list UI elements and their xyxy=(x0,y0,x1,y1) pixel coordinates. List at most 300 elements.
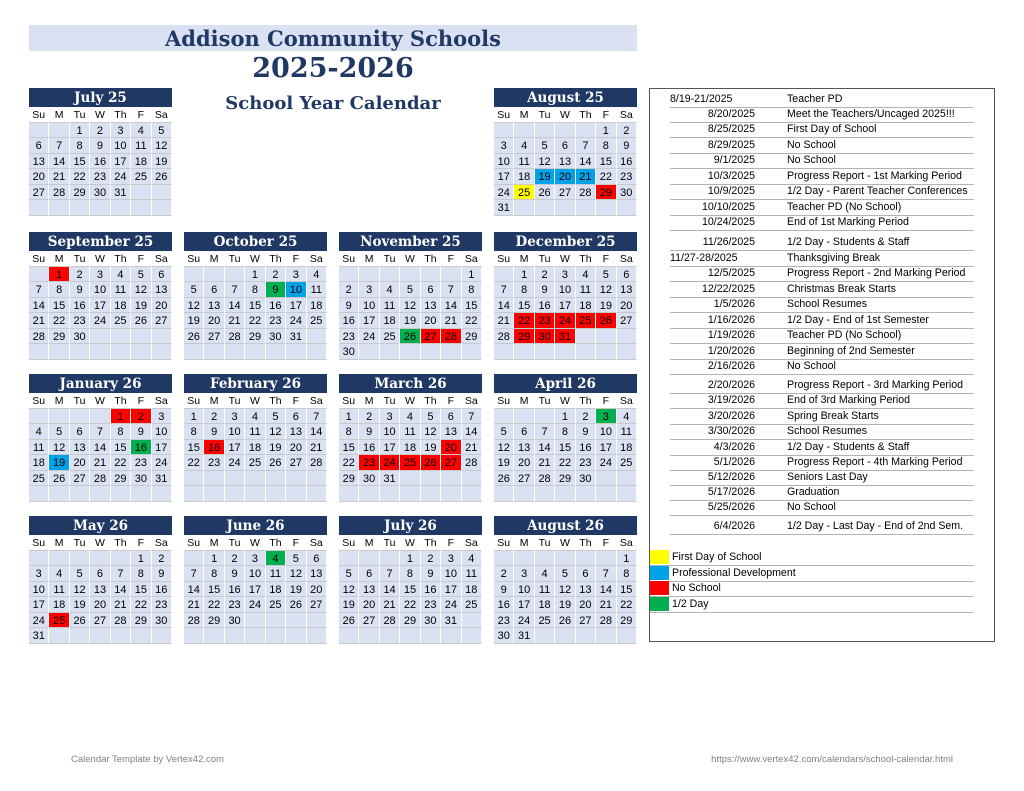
day-cell: 28 xyxy=(307,455,327,471)
legend-label: No School xyxy=(672,582,721,594)
empty-cell xyxy=(514,200,534,216)
day-cell: 27 xyxy=(204,329,224,345)
day-cell: 19 xyxy=(494,455,514,471)
event-description: Teacher PD (No School) xyxy=(787,329,902,341)
legend-item xyxy=(650,581,974,597)
event-description: End of 3rd Marking Period xyxy=(787,394,911,406)
day-cell: 14 xyxy=(441,298,461,314)
month-calendar xyxy=(29,516,172,644)
empty-cell xyxy=(49,409,69,425)
event-description: No School xyxy=(787,360,836,372)
day-cell: 31 xyxy=(111,185,131,201)
event-date: 8/29/2025 xyxy=(707,139,755,151)
day-cell: 4 xyxy=(111,267,131,283)
empty-cell xyxy=(49,551,69,567)
weekday-label: W xyxy=(555,251,575,267)
empty-cell xyxy=(90,551,110,567)
day-cell: 22 xyxy=(400,597,420,613)
day-cell: 19 xyxy=(266,440,286,456)
empty-cell xyxy=(266,344,286,360)
day-cell: 1 xyxy=(555,409,575,425)
empty-cell xyxy=(225,628,245,644)
weekday-label: Su xyxy=(339,393,359,409)
day-cell: 5 xyxy=(535,138,555,154)
empty-cell xyxy=(111,551,131,567)
day-cell: 31 xyxy=(380,471,400,487)
day-cell: 5 xyxy=(555,566,575,582)
event-date: 8/25/2025 xyxy=(707,123,755,135)
month-calendar xyxy=(184,516,327,644)
event-row xyxy=(670,215,974,231)
day-cell: 21 xyxy=(307,440,327,456)
day-cell: 29 xyxy=(49,329,69,345)
empty-cell xyxy=(286,471,306,487)
day-cell: 8 xyxy=(555,424,575,440)
event-description: Christmas Break Starts xyxy=(787,283,896,295)
day-cell: 7 xyxy=(494,282,514,298)
empty-cell xyxy=(204,267,224,283)
weekday-label: Th xyxy=(266,251,286,267)
day-cell: 9 xyxy=(535,282,555,298)
empty-cell xyxy=(555,628,575,644)
day-cell: 10 xyxy=(245,566,265,582)
day-cell: 17 xyxy=(380,440,400,456)
day-cell: 30 xyxy=(225,613,245,629)
empty-cell xyxy=(596,628,616,644)
school-year: 2025-2026 xyxy=(252,53,414,84)
day-cell: 23 xyxy=(204,455,224,471)
empty-cell xyxy=(421,486,441,502)
day-cell: 16 xyxy=(421,582,441,598)
month-title: March 26 xyxy=(339,374,482,393)
empty-cell xyxy=(152,200,172,216)
day-cell: 28 xyxy=(29,329,49,345)
day-cell: 19 xyxy=(286,582,306,598)
weekday-label: Th xyxy=(576,393,596,409)
event-row xyxy=(670,359,974,375)
day-cell: 19 xyxy=(184,313,204,329)
month-title: September 25 xyxy=(29,232,172,251)
event-date: 9/1/2025 xyxy=(713,154,755,166)
event-date: 10/9/2025 xyxy=(707,185,755,197)
day-cell: 5 xyxy=(421,409,441,425)
empty-cell xyxy=(111,486,131,502)
day-cell: 12 xyxy=(421,424,441,440)
empty-cell xyxy=(225,267,245,283)
event-row xyxy=(670,424,974,440)
empty-cell xyxy=(286,344,306,360)
weekday-label: Tu xyxy=(70,535,90,551)
day-cell: 24 xyxy=(555,313,575,329)
day-cell: 25 xyxy=(462,597,482,613)
day-cell: 26 xyxy=(152,169,172,185)
event-description: Thanksgiving Break xyxy=(787,252,881,264)
day-cell: 2 xyxy=(494,566,514,582)
day-cell: 30 xyxy=(359,471,379,487)
month-title: October 25 xyxy=(184,232,327,251)
empty-cell xyxy=(184,471,204,487)
weekday-label: Su xyxy=(339,535,359,551)
weekday-label: M xyxy=(359,393,379,409)
month-title: April 26 xyxy=(494,374,637,393)
day-cell: 14 xyxy=(49,154,69,170)
weekday-label: W xyxy=(90,393,110,409)
weekday-label: M xyxy=(204,535,224,551)
empty-cell xyxy=(339,628,359,644)
day-cell: 24 xyxy=(596,455,616,471)
day-cell: 25 xyxy=(514,185,534,201)
day-cell: 28 xyxy=(462,455,482,471)
day-cell: 28 xyxy=(111,613,131,629)
day-cell: 15 xyxy=(70,154,90,170)
empty-cell xyxy=(421,267,441,283)
month-grid xyxy=(184,393,327,502)
day-cell: 12 xyxy=(535,154,555,170)
weekday-label: Su xyxy=(184,251,204,267)
day-cell: 7 xyxy=(462,409,482,425)
empty-cell xyxy=(307,628,327,644)
day-cell: 15 xyxy=(555,440,575,456)
day-cell: 22 xyxy=(514,313,534,329)
day-cell: 17 xyxy=(152,440,172,456)
day-cell: 30 xyxy=(339,344,359,360)
day-cell: 2 xyxy=(359,409,379,425)
day-cell: 12 xyxy=(494,440,514,456)
day-cell: 1 xyxy=(339,409,359,425)
empty-cell xyxy=(535,486,555,502)
empty-cell xyxy=(400,471,420,487)
empty-cell xyxy=(555,486,575,502)
day-cell: 18 xyxy=(131,154,151,170)
weekday-label: Sa xyxy=(617,107,637,123)
day-cell: 8 xyxy=(111,424,131,440)
day-cell: 29 xyxy=(339,471,359,487)
day-cell: 8 xyxy=(462,282,482,298)
day-cell: 1 xyxy=(245,267,265,283)
day-cell: 19 xyxy=(70,597,90,613)
day-cell: 20 xyxy=(152,298,172,314)
weekday-label: Su xyxy=(494,251,514,267)
event-description: Spring Break Starts xyxy=(787,410,879,422)
weekday-label: Tu xyxy=(70,107,90,123)
day-cell: 4 xyxy=(535,566,555,582)
day-cell: 21 xyxy=(90,455,110,471)
day-cell: 31 xyxy=(441,613,461,629)
day-cell: 28 xyxy=(596,613,616,629)
day-cell: 21 xyxy=(29,313,49,329)
month-title: June 26 xyxy=(184,516,327,535)
empty-cell xyxy=(152,344,172,360)
day-cell: 2 xyxy=(576,409,596,425)
weekday-label: Su xyxy=(494,107,514,123)
day-cell: 1 xyxy=(204,551,224,567)
empty-cell xyxy=(514,123,534,139)
day-cell: 1 xyxy=(400,551,420,567)
day-cell: 13 xyxy=(29,154,49,170)
day-cell: 19 xyxy=(152,154,172,170)
day-cell: 24 xyxy=(441,597,461,613)
weekday-label: Th xyxy=(576,107,596,123)
empty-cell xyxy=(494,267,514,283)
day-cell: 26 xyxy=(535,185,555,201)
day-cell: 7 xyxy=(441,282,461,298)
day-cell: 10 xyxy=(555,282,575,298)
empty-cell xyxy=(576,551,596,567)
event-description: No School xyxy=(787,154,836,166)
day-cell: 14 xyxy=(184,582,204,598)
month-grid xyxy=(29,393,172,502)
day-cell: 17 xyxy=(494,169,514,185)
day-cell: 9 xyxy=(421,566,441,582)
event-description: 1/2 Day - Last Day - End of 2nd Sem. xyxy=(787,520,964,532)
day-cell: 1 xyxy=(596,123,616,139)
day-cell: 28 xyxy=(380,613,400,629)
day-cell: 16 xyxy=(576,440,596,456)
day-cell: 3 xyxy=(29,566,49,582)
weekday-label: W xyxy=(555,393,575,409)
weekday-label: M xyxy=(204,393,224,409)
weekday-label: Su xyxy=(29,107,49,123)
empty-cell xyxy=(535,344,555,360)
event-description: Beginning of 2nd Semester xyxy=(787,345,915,357)
day-cell: 22 xyxy=(339,455,359,471)
event-date: 3/19/2026 xyxy=(707,394,755,406)
empty-cell xyxy=(514,486,534,502)
event-date: 1/5/2026 xyxy=(713,298,755,310)
day-cell: 13 xyxy=(359,582,379,598)
day-cell: 27 xyxy=(307,597,327,613)
month-grid xyxy=(494,251,637,360)
weekday-label: Sa xyxy=(307,251,327,267)
event-date: 1/19/2026 xyxy=(707,329,755,341)
empty-cell xyxy=(245,613,265,629)
day-cell: 9 xyxy=(131,424,151,440)
day-cell: 17 xyxy=(90,298,110,314)
empty-cell xyxy=(339,551,359,567)
weekday-label: F xyxy=(131,251,151,267)
event-date: 4/3/2026 xyxy=(713,441,755,453)
day-cell: 3 xyxy=(245,551,265,567)
month-calendar xyxy=(29,374,172,502)
day-cell: 25 xyxy=(307,313,327,329)
calendar-subtitle: School Year Calendar xyxy=(225,93,441,114)
weekday-label: W xyxy=(555,535,575,551)
weekday-label: M xyxy=(514,535,534,551)
event-row xyxy=(670,344,974,360)
day-cell: 12 xyxy=(596,282,616,298)
day-cell: 8 xyxy=(49,282,69,298)
day-cell: 10 xyxy=(514,582,534,598)
empty-cell xyxy=(266,613,286,629)
day-cell: 5 xyxy=(400,282,420,298)
day-cell: 16 xyxy=(535,298,555,314)
day-cell: 22 xyxy=(49,313,69,329)
month-grid xyxy=(494,107,637,216)
weekday-label: W xyxy=(90,251,110,267)
day-cell: 8 xyxy=(70,138,90,154)
day-cell: 6 xyxy=(90,566,110,582)
empty-cell xyxy=(400,267,420,283)
event-row xyxy=(670,470,974,486)
day-cell: 29 xyxy=(131,613,151,629)
weekday-label: Tu xyxy=(535,251,555,267)
day-cell: 15 xyxy=(204,582,224,598)
day-cell: 14 xyxy=(576,154,596,170)
day-cell: 21 xyxy=(494,313,514,329)
day-cell: 21 xyxy=(441,313,461,329)
empty-cell xyxy=(494,344,514,360)
day-cell: 27 xyxy=(70,471,90,487)
empty-cell xyxy=(339,267,359,283)
event-description: 1/2 Day - Students & Staff xyxy=(787,441,910,453)
empty-cell xyxy=(152,329,172,345)
empty-cell xyxy=(184,551,204,567)
day-cell: 21 xyxy=(49,169,69,185)
day-cell: 4 xyxy=(49,566,69,582)
empty-cell xyxy=(617,329,637,345)
day-cell: 23 xyxy=(535,313,555,329)
month-calendar xyxy=(184,374,327,502)
day-cell: 23 xyxy=(90,169,110,185)
day-cell: 23 xyxy=(576,455,596,471)
weekday-label: Th xyxy=(111,535,131,551)
day-cell: 21 xyxy=(111,597,131,613)
day-cell: 25 xyxy=(245,455,265,471)
event-row xyxy=(670,455,974,471)
empty-cell xyxy=(441,628,461,644)
empty-cell xyxy=(617,628,637,644)
day-cell: 19 xyxy=(400,313,420,329)
day-cell: 24 xyxy=(514,613,534,629)
day-cell: 11 xyxy=(111,282,131,298)
day-cell: 5 xyxy=(184,282,204,298)
day-cell: 29 xyxy=(400,613,420,629)
day-cell: 24 xyxy=(359,329,379,345)
day-cell: 17 xyxy=(111,154,131,170)
month-calendar xyxy=(494,232,637,360)
weekday-label: W xyxy=(245,251,265,267)
empty-cell xyxy=(184,628,204,644)
day-cell: 7 xyxy=(307,409,327,425)
empty-cell xyxy=(617,471,637,487)
empty-cell xyxy=(535,200,555,216)
day-cell: 1 xyxy=(49,267,69,283)
day-cell: 26 xyxy=(131,313,151,329)
day-cell: 15 xyxy=(131,582,151,598)
day-cell: 10 xyxy=(225,424,245,440)
empty-cell xyxy=(70,486,90,502)
empty-cell xyxy=(535,409,555,425)
day-cell: 11 xyxy=(535,582,555,598)
month-calendar xyxy=(339,516,482,644)
day-cell: 13 xyxy=(514,440,534,456)
day-cell: 6 xyxy=(359,566,379,582)
day-cell: 9 xyxy=(494,582,514,598)
empty-cell xyxy=(90,344,110,360)
empty-cell xyxy=(245,344,265,360)
weekday-label: Su xyxy=(184,535,204,551)
day-cell: 7 xyxy=(90,424,110,440)
event-row xyxy=(670,138,974,154)
weekday-label: M xyxy=(514,251,534,267)
event-description: School Resumes xyxy=(787,298,868,310)
day-cell: 14 xyxy=(225,298,245,314)
day-cell: 17 xyxy=(225,440,245,456)
day-cell: 3 xyxy=(494,138,514,154)
day-cell: 18 xyxy=(29,455,49,471)
day-cell: 6 xyxy=(307,551,327,567)
day-cell: 3 xyxy=(111,123,131,139)
weekday-label: Su xyxy=(339,251,359,267)
weekday-label: Tu xyxy=(70,251,90,267)
day-cell: 27 xyxy=(359,613,379,629)
day-cell: 12 xyxy=(49,440,69,456)
event-row xyxy=(670,297,974,313)
empty-cell xyxy=(576,329,596,345)
event-row xyxy=(670,282,974,298)
day-cell: 29 xyxy=(617,613,637,629)
empty-cell xyxy=(421,471,441,487)
weekday-label: Tu xyxy=(535,393,555,409)
day-cell: 7 xyxy=(576,138,596,154)
empty-cell xyxy=(204,486,224,502)
weekday-label: Sa xyxy=(307,393,327,409)
empty-cell xyxy=(29,409,49,425)
day-cell: 4 xyxy=(462,551,482,567)
day-cell: 19 xyxy=(49,455,69,471)
empty-cell xyxy=(266,628,286,644)
day-cell: 20 xyxy=(441,440,461,456)
day-cell: 22 xyxy=(596,169,616,185)
event-date: 11/26/2025 xyxy=(702,236,755,248)
day-cell: 6 xyxy=(152,267,172,283)
empty-cell xyxy=(152,185,172,201)
event-date: 10/24/2025 xyxy=(701,216,755,228)
day-cell: 6 xyxy=(514,424,534,440)
legend-label: Professional Development xyxy=(672,567,796,579)
day-cell: 16 xyxy=(225,582,245,598)
weekday-label: Su xyxy=(184,393,204,409)
empty-cell xyxy=(245,628,265,644)
weekday-label: F xyxy=(286,251,306,267)
day-cell: 25 xyxy=(131,169,151,185)
day-cell: 4 xyxy=(400,409,420,425)
empty-cell xyxy=(111,344,131,360)
event-row xyxy=(670,328,974,344)
month-title: November 25 xyxy=(339,232,482,251)
weekday-label: F xyxy=(441,393,461,409)
weekday-label: Th xyxy=(111,107,131,123)
day-cell: 17 xyxy=(441,582,461,598)
empty-cell xyxy=(441,471,461,487)
day-cell: 18 xyxy=(266,582,286,598)
event-row xyxy=(670,313,974,329)
empty-cell xyxy=(462,628,482,644)
event-row xyxy=(670,235,974,251)
legend-swatch xyxy=(650,566,669,580)
day-cell: 21 xyxy=(225,313,245,329)
month-title: July 26 xyxy=(339,516,482,535)
empty-cell xyxy=(514,344,534,360)
day-cell: 8 xyxy=(339,424,359,440)
day-cell: 31 xyxy=(29,628,49,644)
day-cell: 5 xyxy=(49,424,69,440)
day-cell: 9 xyxy=(90,138,110,154)
weekday-label: F xyxy=(286,535,306,551)
day-cell: 6 xyxy=(286,409,306,425)
weekday-label: Tu xyxy=(70,393,90,409)
day-cell: 26 xyxy=(339,613,359,629)
